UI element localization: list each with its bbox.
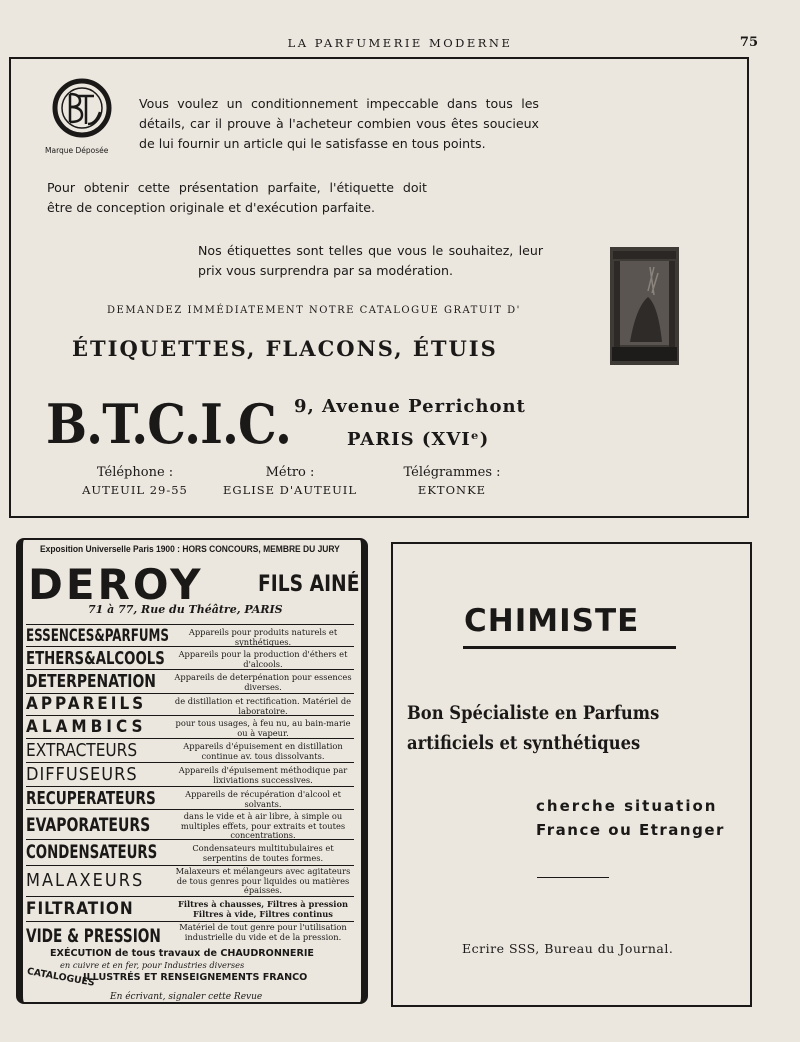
product-name: ESSENCES&PARFUMS	[26, 626, 170, 646]
address-city: PARIS (XVIᵉ)	[347, 429, 490, 450]
product-name: APPAREILS	[26, 694, 147, 714]
product-desc: Malaxeurs et mélangeurs avec agitateurs de tous genres pour liquides ou matières épaisses.	[175, 866, 351, 895]
contact-label: Métro :	[265, 465, 315, 480]
list-item	[26, 786, 354, 809]
contact-label: Télégrammes :	[403, 465, 501, 480]
contact-value: AUTEUIL 29-55	[82, 483, 188, 497]
product-name: DIFFUSEURS	[26, 764, 138, 785]
contact-metro	[200, 465, 380, 497]
chimiste-title: CHIMISTE	[464, 603, 640, 639]
btcic-intro-text: Vous voulez un conditionnement impeccable dans tous les détails, car il prouve à l'acheteur combien vous êtes soucieux de lui fournir un article qui le satisfasse en tous points.	[139, 96, 539, 151]
contact-label: Téléphone :	[96, 465, 174, 480]
list-item	[26, 715, 354, 738]
btcic-brand: B.T.C.I.C.	[46, 392, 291, 456]
deroy-suffix: FILS AINÉ	[258, 572, 360, 597]
product-desc: Appareils pour la production d'éthers et d'alcools.	[178, 649, 348, 669]
product-desc: Appareils d'épuisement en distillation continue av. tous dissolvants.	[183, 741, 343, 761]
chimiste-line-2: artificiels et synthétiques	[407, 732, 641, 754]
deroy-name: DEROY	[28, 560, 204, 609]
catalogue-request: DEMANDEZ IMMÉDIATEMENT NOTRE CATALOGUE GRATUIT D'	[107, 305, 521, 316]
btcic-paragraph-2: Pour obtenir cette présentation parfaite, l'étiquette doit être de conception originale et d'exécution parfaite.	[47, 180, 427, 215]
products-heading: ÉTIQUETTES, FLACONS, ÉTUIS	[72, 336, 498, 361]
product-name: EVAPORATEURS	[26, 814, 151, 836]
product-desc: Matériel de tout genre pour l'utilisation industrielle du vide et de la pression.	[179, 922, 347, 942]
btcic-paragraph-3: Nos étiquettes sont telles que vous le souhaitez, leur prix vous surprendra par sa modération.	[198, 243, 543, 278]
product-name: ALAMBICS	[26, 717, 147, 737]
product-name: FILTRATION	[26, 899, 134, 919]
product-name: DETERPENATION	[26, 671, 156, 692]
product-name: CONDENSATEURS	[26, 841, 158, 863]
product-desc: Condensateurs multitubulaires et serpentins de toutes formes.	[192, 843, 334, 863]
page-number: 75	[739, 35, 758, 50]
chimiste-line-3: cherche situation	[536, 797, 718, 815]
title-underline	[463, 646, 676, 649]
logo-caption: Marque Déposée	[45, 146, 109, 155]
list-item	[26, 738, 354, 762]
chimiste-line-1: Bon Spécialiste en Parfums	[407, 702, 660, 724]
product-name: MALAXEURS	[26, 870, 145, 891]
product-name: EXTRACTEURS	[26, 740, 138, 761]
list-item	[26, 839, 354, 865]
deroy-footer-catalogues: CATALOGUES	[26, 966, 96, 989]
product-desc: Appareils de récupération d'alcool et solvants.	[185, 789, 341, 809]
list-item	[26, 624, 354, 646]
label-sample-image	[610, 247, 679, 365]
deroy-footer-line2: en cuivre et en fer, pour Industries diverses	[60, 960, 245, 970]
product-desc: dans le vide et à air libre, à simple ou multiples effets, pour extraits et toutes concentrations.	[180, 811, 346, 840]
divider	[537, 877, 609, 878]
contact-telephone	[45, 465, 225, 497]
deroy-footer-line4: ILLUSTRÉS ET RENSEIGNEMENTS FRANCO	[83, 972, 308, 983]
list-item	[26, 693, 354, 715]
product-name: ETHERS&ALCOOLS	[26, 648, 165, 669]
product-name: VIDE & PRESSION	[26, 925, 161, 947]
list-item	[26, 809, 354, 839]
contact-telegram	[362, 465, 542, 497]
deroy-footer-note: En écrivant, signaler cette Revue	[110, 992, 263, 1002]
list-item	[26, 896, 354, 921]
journal-title: LA PARFUMERIE MODERNE	[287, 36, 513, 50]
product-desc: Appareils de deterpénation pour essences diverses.	[174, 672, 352, 692]
product-desc: Filtres à chausses, Filtres à pression Filtres à vide, Filtres continus	[177, 899, 349, 919]
exposition-note: Exposition Universelle Paris 1900 : HORS CONCOURS, MEMBRE DU JURY	[40, 544, 340, 554]
product-name: RECUPERATEURS	[26, 788, 156, 809]
list-item	[26, 762, 354, 786]
address-street: 9, Avenue Perrichont	[294, 396, 526, 417]
product-desc: de distillation et rectification. Matériel de laboratoire.	[174, 696, 352, 716]
list-item	[26, 921, 354, 948]
deroy-address: 71 à 77, Rue du Théâtre, PARIS	[88, 603, 283, 616]
chimiste-contact: Ecrire SSS, Bureau du Journal.	[462, 941, 674, 956]
product-desc: pour tous usages, à feu nu, au bain-marie ou à vapeur.	[175, 718, 351, 738]
product-desc: Appareils pour produits naturels et synthétiques.	[188, 627, 338, 647]
contact-value: EKTONKE	[417, 483, 487, 497]
list-item	[26, 669, 354, 692]
deroy-footer-line1: EXÉCUTION de tous travaux de CHAUDRONNERIE	[50, 948, 314, 959]
list-item	[26, 646, 354, 669]
btcic-logo-icon	[48, 74, 116, 142]
contact-value: EGLISE D'AUTEUIL	[222, 483, 357, 497]
list-item	[26, 865, 354, 896]
chimiste-line-4: France ou Etranger	[536, 821, 725, 839]
product-desc: Appareils d'épuisement méthodique par lixiviations successives.	[178, 765, 348, 785]
